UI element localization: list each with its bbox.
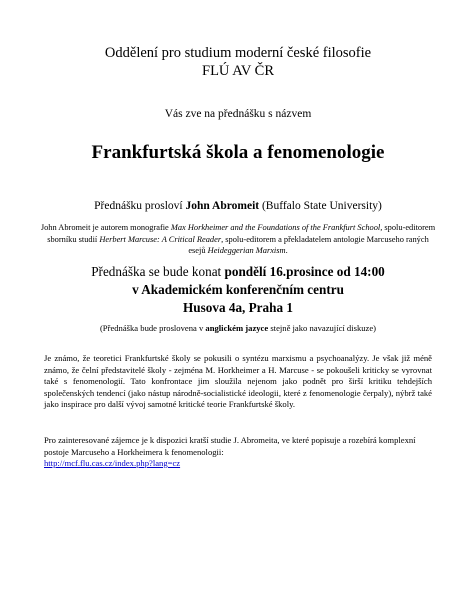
language-note [0,322,476,334]
bio-text-4: . [285,246,288,255]
lecture-datetime: pondělí 16.prosince od 14:00 [224,264,385,279]
book-title-2: Herbert Marcuse: A Critical Reader [99,234,222,244]
invitation-line: Vás zve na přednášku s názvem [164,108,312,120]
department-name: Oddělení pro studium moderní české filosofie [104,45,372,61]
study-link[interactable]: http://mcf.flu.cas.cz/index.php?lang=cz [44,458,181,468]
bio-text-1: John Abromeit je autorem monografie [40,223,171,232]
book-title-3: Heideggerian Marxism [207,246,286,255]
description-paragraph: Je známo, že teoretici Frankfurtské školy se pokusili o syntézu marxismu a psychoanalýzy. Je však již méně známo, že čelní představitelé školy - zejména M. Horkheimer a H. Marcuse - se pokoušeli kriticky se vyrovnat také s fenomenologií. Tato konfrontace jim sloužila nejenom jako podnět pro širší kritiku tehdejších společenských tendencí (jako nástup národně-socialistické ideologii, které z fenomenologie čerpaly), nýbrž také jako inspirace pro další vývoj samotné kritické teorie Frankfurtské školy. [44,353,432,409]
lecture-title: Frankfurtská škola a fenomenologie [91,142,385,163]
speaker-bio [40,222,436,257]
lecture-language: anglickém jazyce [205,323,269,333]
speaker-name: John Abromeit [185,200,260,212]
lecture-address: Husova 4a, Praha 1 [183,300,293,315]
speaker-prefix: Přednášku prosloví [94,200,186,212]
speaker-affiliation: (Buffalo State University) [259,200,382,212]
institute-name: FLÚ AV ČR [202,63,274,79]
date-prefix: Přednáška se bude konat [91,264,225,279]
bio-text-2: spolu-editorem sborníku studií [47,223,436,244]
speaker-line [0,199,476,213]
bio-text-3: , spolu-editorem a překladatelem antologie Marcuseho raných esejů [188,234,429,255]
language-text-2: stejně jako navazující diskuze) [268,323,377,333]
study-paragraph [44,435,432,470]
study-text: Pro zainteresované zájemce je k dispozici kratší studie J. Abromeita, ve které popisuje a rozebírá komplexní postoje Marcuseho a Horkheimera k fenomenologii: [44,435,416,457]
language-text-1: (Přednáška bude proslovena v [99,323,206,333]
lecture-venue: v Akademickém konferenčním centru [132,282,344,297]
lecture-date-line [0,263,476,280]
book-title-1: Max Horkheimer and the Foundations of the Frankfurt School, [170,223,383,232]
